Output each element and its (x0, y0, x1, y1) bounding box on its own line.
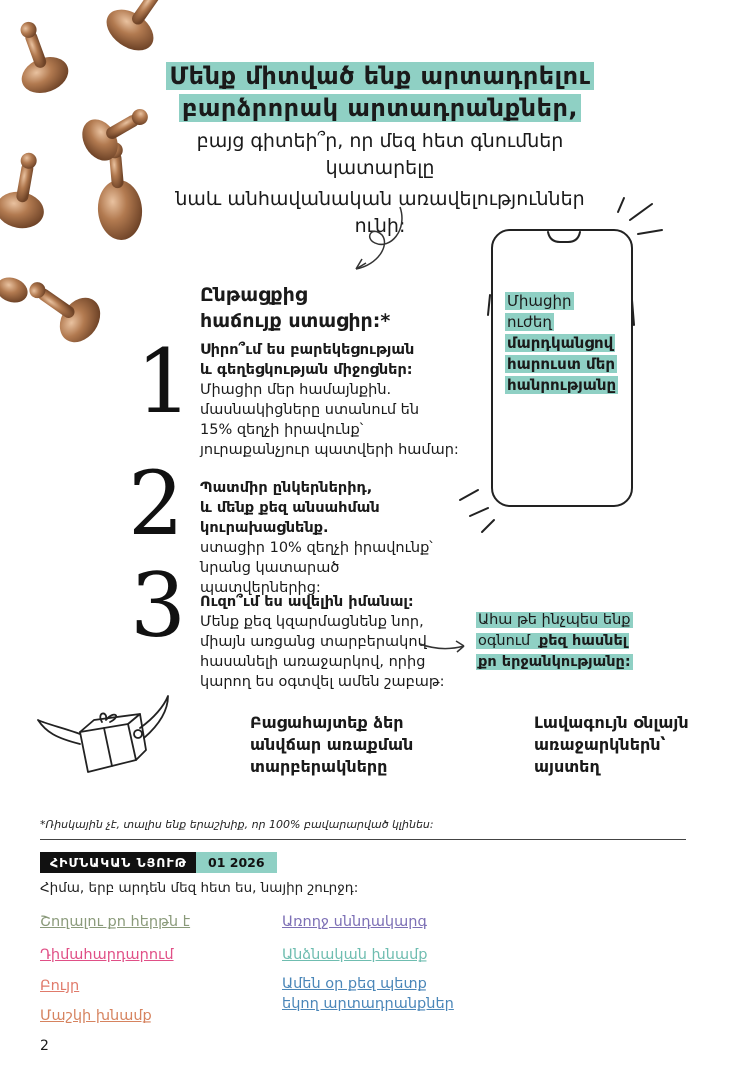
section-label: ՀԻՄՆԱԿԱՆ ՆՅՈՒԹ (40, 852, 197, 873)
intro-text: Հիմա, երբ արդեն մեզ հետ ես, նայիր շուրջդ: (40, 880, 359, 896)
link-everyday-essentials[interactable]: Ամեն օր քեզ պետք եկող արտադրանքներ (282, 976, 454, 1012)
divider (40, 839, 686, 840)
step-1-text: Սիրո՞ւմ ես բարեկեցության և գեղեցկության միջոցներ: Միացիր մեր համայնքին. մասնակիցները ստանում են 15% զեղչի իրավունք՝ յուրաքանչյուր պատվերի համար: (200, 342, 459, 458)
link-makeup[interactable]: Դիմահարդարում (40, 947, 174, 963)
link-your-turn-to-shine[interactable]: Շողալու քո հերթն է (40, 914, 191, 930)
subheadline-line-2: նաև անհավանական առավելություններ ունի: (175, 188, 585, 237)
step-2-text: Պատմիր ընկերներիդ, և մենք քեզ անսահման կուրախացնենք. ստացիր 10% զեղչի իրավունք՝ նրանց կատարած պատվերներից: (200, 480, 433, 596)
phone-screen-text: Միացիր ուժեղ մարդկանցով հարուստ մեր հանրությանը (507, 292, 617, 394)
footnote: *Ռիսկային չէ, տալիս ենք երաշխիք, որ 100% բավարարված կլինես: (40, 818, 434, 831)
flying-gift-icon (36, 694, 176, 784)
link-skincare[interactable]: Մաշկի խնամք (40, 1008, 152, 1024)
online-offers-cta[interactable]: Լավագույն օնլայն առաջարկներն՝ այստեղ (534, 713, 689, 776)
step-3-text: Ուզո՞ւմ ես ավելին իմանալ: Մենք քեզ կզարմացնենք նոր, միայն առցանց տարբերակով հասանելի առաջարկով, որից կարող ես օգտվել ամեն շաբաթ: (200, 594, 445, 690)
page-number: 2 (40, 1038, 49, 1054)
step-number-2: 2 (128, 452, 184, 555)
headline-line-2: բարձրորակ արտադրանքներ, (179, 94, 581, 122)
step-number-3: 3 (130, 554, 186, 657)
link-healthy-diet[interactable]: Առողջ սննդակարգ (282, 914, 427, 930)
issue-label: 01 2026 (196, 852, 277, 873)
curly-arrow-icon (350, 205, 410, 275)
headline-line-1: Մենք միտված ենք արտադրելու (166, 62, 593, 90)
ways-we-help-callout: Ահա թե ինչպես ենք օգնում քեզ հասնել քո երջանկությանը: (478, 612, 631, 670)
free-shipping-cta[interactable]: Բացահայտեք ձեր անվճար առաքման տարբերակները (250, 713, 414, 776)
section-title: Ընթացքից հաճույք ստացիր:* (200, 284, 391, 332)
link-personal-care[interactable]: Անձնական խնամք (282, 947, 428, 963)
step-number-1: 1 (136, 330, 192, 433)
link-fragrance[interactable]: Բույր (40, 978, 80, 994)
arrow-icon (418, 636, 468, 656)
subheadline-line-1: բայց գիտեի՞ր, որ մեզ հետ գնումներ կատարելը (196, 130, 564, 179)
